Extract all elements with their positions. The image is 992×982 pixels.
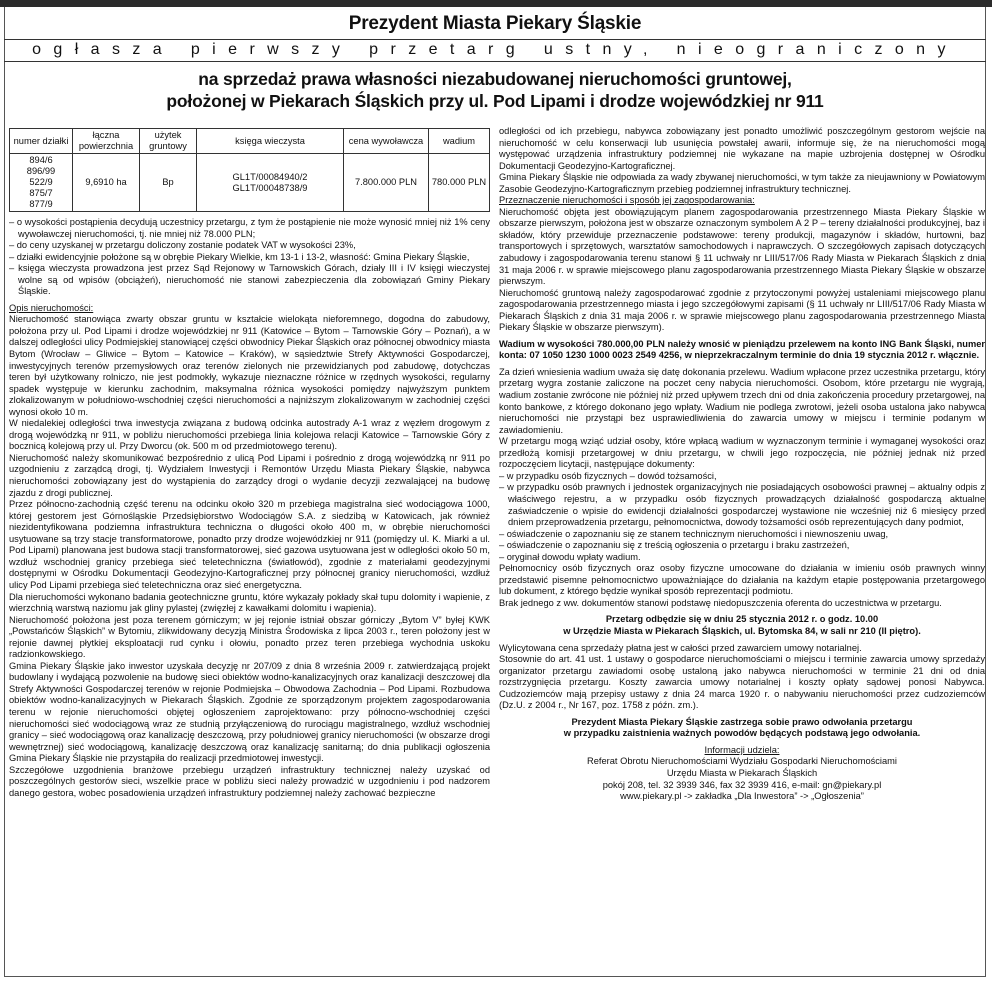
condition-item: – księga wieczysta prowadzona jest przez Sąd Rejonowy w Tarnowskich Górach, działy III i IV księgi wieczystej wolne są od wpisów (obciążeń), nieruchomość nie stanowi zabezpieczenia dla zobowiązań Gminy Piekary Śląskie.: [9, 263, 490, 297]
description-paragraph: Gmina Piekary Śląskie jako inwestor uzyskała decyzję nr 207/09 z dnia 8 września 2009 r. zatwierdzającą projekt budowlany i wydającą pozwolenie na budowę sieci obiektów wodno-kanalizacyjnych oraz kanalizacji deszczowej dla Strefy Aktywności Gospodarczej terenów w rejonie Podmiejska – Obwodowa Zachodnia – Pod Lipami. Rozbudowa obiektów wodno-kanalizacyjnych w Piekarach Śląskich. Zgodnie ze sporządzonym projektem zagospodarowania terenu w rejonie nieruchomości objętej ogłoszeniem zaprojektowano: przy północno-wschodniej części nieruchomości sieć wodociągową wraz ze studnią przyłączeniową do rurociągu magistralnego, wzdłuż wschodniej granicy – sieć wodociągową oraz kanalizację deszczową, przy południowej granicy nieruchomości (w obszarze drogi wewnętrznej) sieć wodociągową, kanalizację deszczową oraz kanalizację sanitarną; do dnia publikacji ogłoszenia Gmina Piekary Śląskie nie przystąpiła do realizacji przedmiotowej inwestycji.: [9, 660, 490, 764]
subtitle-line-1: na sprzedaż prawa własności niezabudowanej nieruchomości gruntowej,: [198, 69, 792, 89]
description-paragraph: Przez północno-zachodnią część terenu na odcinku około 320 m przebiega magistralna sieć wodociągowa 1000, której gestorem jest Górnośląskie Przedsiębiorstwo Wodociągów S.A. z siedzibą w Katowicach, jak również niezidentyfikowana podziemna infrastruktura techniczna o długości około 400 m, w obrębie nieruchomości usytuowane są trzy stacje transformatorowe, ponadto przy drodze wojewódzkiej nr 911 (pomiędzy ul. K. Miarki a ul. Pod Lipami) planowana jest budowa stacji transformatorowej, sieć gazowa usytuowana jest w odległości około 50 m, wzdłuż wschodniej granicy przebiega sieć teletechniczna (światłowód), zgodnie z materiałami geodezyjnymi dostępnymi w Ośrodku Dokumentacji Geodezyjno-Kartograficznej przy północnej granicy nieruchomości, wzdłuż ulicy Pod Lipami przebiega sieć teletechniczna oraz sieć energetyczna.: [9, 499, 490, 590]
page-title: Prezydent Miasta Piekary Śląskie: [348, 13, 642, 34]
area-cell: 9,6910 ha: [73, 154, 140, 212]
condition-item: – do ceny uzyskanej w przetargu doliczony zostanie podatek VAT w wysokości 23%,: [9, 240, 356, 251]
description-heading: Opis nieruchomości:: [9, 302, 94, 313]
paragraph: Stosownie do art. 41 ust. 1 ustawy o gospodarce nieruchomościami o miejscu i terminie zawarcia umowy sprzedaży organizator przetargu zawiadomi osobę ustaloną jako nabywca nieruchomości w terminie 21 dni od dnia rozstrzygnięcia przetargu. Koszty zawarcia umowy notarialnej i koszty opłaty sądowej ponosi Nabywca. Cudzoziemców mają przepisy ustawy z dnia 24 marca 1920 r. o nabywaniu nieruchomości przez cudzoziemców (Dz.U. z 2004 r., Nr 167, poz. 1758 z późn. zm.).: [499, 654, 985, 711]
table-header-cell: użytek gruntowy: [140, 129, 197, 154]
parcel-number: 894/6: [29, 155, 53, 165]
subtitle-line-2: położonej w Piekarach Śląskich przy ul. Pod Lipami i drodze wojewódzkiej nr 911: [166, 91, 824, 111]
website-line: www.piekary.pl -> zakładka „Dla Inwestora” -> „Ogłoszenia”: [620, 791, 864, 802]
contact-line: pokój 208, tel. 32 3939 346, fax 32 3939 416, e-mail: gn@piekary.pl: [602, 779, 882, 790]
purpose-heading: Przeznaczenie nieruchomości i sposób jej zagospodarowania:: [499, 195, 755, 206]
announcement-line: ogłasza pierwszy przetarg ustny, nieograniczony: [4, 39, 986, 62]
info-line: Referat Obrotu Nieruchomościami Wydziału Gospodarki Nieruchomościami: [587, 756, 897, 767]
paragraph: Brak jednego z ww. dokumentów stanowi podstawę niedopuszczenia oferenta do uczestnictwa w przetargu.: [499, 597, 942, 608]
announcement-header: [4, 7, 986, 112]
paragraph: Nieruchomość gruntową należy zagospodarować zgodnie z przytoczonymi powyżej ustaleniami miejscowego planu zagospodarowania przestrzennego miasta i jego szczegółowymi zapisami (§ 11 uchwały nr LIII/517/06 Rady Miasta w Piekarach Śląskich z dnia 31 maja 2006 r. w sprawie miejscowego planu zagospodarowania przestrzennego Miasta Piekary Śląskie w obszarze pierwszym).: [499, 287, 985, 333]
venue-line: Przetarg odbędzie się w dniu 25 stycznia 2012 r. o godz. 10.00: [605, 614, 879, 625]
subtitle: [4, 68, 986, 112]
parcel-number: 896/99: [26, 166, 56, 176]
paragraph: odległości od ich przebiegu, nabywca zobowiązany jest ponadto umożliwić poszczególnym gestorom wejście na nieruchomość w celu konserwacji lub usunięcia powstałej awarii, informuje się, że na nieruchomości mogą występować urządzenia infrastruktury podziemnej nie wykazane na mapie uzbrojenia dostępnej w Ośrodku Dokumentacji Geodezyjno-Kartograficznej.: [499, 126, 985, 171]
land-register-cell: [197, 154, 344, 212]
info-line: Urzędu Miasta w Piekarach Śląskich: [666, 767, 818, 778]
info-heading: Informacji udziela:: [704, 744, 780, 755]
parcel-number: 875/7: [29, 188, 53, 198]
table-header-cell: wadium: [429, 129, 490, 154]
reservation-line: Prezydent Miasta Piekary Śląskie zastrzega sobie prawo odwołania przetargu: [571, 716, 913, 727]
description-paragraph: Nieruchomość należy skomunikować bezpośrednio z ulicą Pod Lipami i pośrednio z drogą wojewódzką nr 911 po uzgodnieniu z zarządcą drogi, tj. Wydziałem Inwestycji i Remontów Urzędu Miasta Piekary Śląskie, nabywca nieruchomości zobowiązany jest do wystąpienia do zarządcy drogi o wydanie decyzji zezwalającej na budowę zjazdu z drogi publicznej.: [9, 452, 490, 498]
paragraph: Nieruchomość objęta jest obowiązującym planem zagospodarowania przestrzennego Miasta Piekary Śląskie w obszarze pierwszym, położona jest w obszarze oznaczonym symbolem A 2 P – tereny działalności produkcyjnej, baz i składów, który przewiduje przeznaczenie podstawowe: tereny produkcji, magazynów i składów, hurtowni, baz transportowych i sprzętowych, warsztatów samochodowych i naprawczych. O szczegółowych zapisach dotyczących zabudowy i zagospodarowania terenu stanowi § 11 uchwały nr LIII/517/06 Rady Miasta w Piekarach Śląskich z dnia 31 maja 2006 r. w sprawie miejscowego planu zagospodarowania przestrzennego Miasta Piekary Śląskie w obszarze pierwszym.: [499, 206, 985, 287]
table-row: [10, 154, 490, 212]
document-item: – oświadczenie o zapoznaniu się ze stanem technicznym nieruchomości i niewnoszeniu uwag,: [499, 528, 889, 539]
reservation-line: w przypadku zaistnienia ważnych powodów będących podstawą jego odwołania.: [563, 728, 921, 739]
paragraph: Wylicytowana cena sprzedaży płatna jest w całości przed zawarciem umowy notarialnej.: [499, 642, 862, 653]
paragraph: Pełnomocnicy osób fizycznych oraz osoby fizyczne umocowane do działania w imieniu osób prawnych winny przedstawić pisemne pełnomocnictwo upoważniające do działania na każdym etapie postępowania przetargowego lub dokument, z którego będzie wynikał sposób reprezentacji podmiotu.: [499, 563, 985, 597]
table-header-cell: łączna powierzchnia: [73, 129, 140, 154]
table-header-cell: cena wywoławcza: [344, 129, 429, 154]
price-cell: 7.800.000 PLN: [344, 154, 429, 212]
land-use-cell: Bp: [140, 154, 197, 212]
venue-line: w Urzędzie Miasta w Piekarach Śląskich, ul. Bytomska 84, w sali nr 210 (II piętro).: [563, 625, 921, 636]
left-column: [9, 128, 490, 799]
deposit-cell: 780.000 PLN: [429, 154, 490, 212]
description-paragraph: Dla nieruchomości wykonano badania geotechniczne gruntu, które wykazały pokłady skał tupu dolomity i wapienie, z wierzchnią warstwą naziomu jak gliny pylastej (zwięzłej z kawałkami dolomitu i wapienia).: [9, 591, 490, 614]
condition-item: – działki ewidencyjnie położone są w obrębie Piekary Wielkie, km 13-1 i 13-2, własność: Gmina Piekary Śląskie,: [9, 251, 470, 262]
paragraph: W przetargu mogą wziąć udział osoby, które wpłacą wadium w wyznaczonym terminie i wymaganej wysokości oraz przedłożą komisji przetargowej w dniu przetargu, w chwili jego rozpoczęcia, nie później jednak niż przed rozpoczęciem licytacji, następujące dokumenty:: [499, 436, 985, 470]
description-paragraph: Szczegółowe uzgodnienia branżowe przebiegu urządzeń infrastruktury technicznej należy uzyskać od poszczególnych gestorów sieci, wszelkie prace w pobliżu sieci należy prowadzić w uzgodnieniu i pod nadzorem danego gestora, wobec posadowienia urządzeń infrastruktury podziemnej należy zachować bezpieczne: [9, 764, 490, 798]
top-rule: [0, 0, 992, 7]
table-header-row: [10, 129, 490, 154]
document-item: – w przypadku osób prawnych i jednostek organizacyjnych nie posiadających osobowości prawnej – aktualny odpis z właściwego rejestru, a w przypadku osób fizycznych prowadzących działalność gospodarczą aktualne zaświadczenie o wpisie do ewidencji działalności gospodarczej wystawione nie wcześniej niż 6 miesięcy przed dniem przeprowadzenia przetargu, pełnomocnictwa, dowody tożsamości osób reprezentujących dany podmiot,: [499, 482, 985, 528]
land-register-number: GL1T/00084940/2: [232, 171, 308, 182]
paragraph: Za dzień wniesienia wadium uważa się datę dokonania przelewu. Wadium wpłacone przez uczestnika przetargu, który przetarg wygra zostanie zaliczone na poczet ceny nabycia nieruchomości. Osobom, które przetargu nie wygrają, wadium zostanie zwrócone nie później niż przed upływem trzech dni od dnia zakończenia procedury przetargowej, na konto bankowe, z którego dokonano jego wpłaty. Wadium nie podlega zwrotowi, jeżeli osoba ustalona jako nabywca nieruchomości nie przystąpi bez usprawiedliwienia do zawarcia umowy w miejscu i terminie podanym w zawiadomieniu.: [499, 366, 985, 435]
table-header-cell: numer działki: [10, 129, 73, 154]
parcel-numbers-cell: [10, 154, 73, 212]
document-item: – oryginał dowodu wpłaty wadium.: [499, 551, 641, 562]
right-column: [499, 126, 985, 803]
document-item: – w przypadku osób fizycznych – dowód tożsamości,: [499, 470, 717, 481]
table-header-cell: księga wieczysta: [197, 129, 344, 154]
parcel-number: 522/9: [29, 177, 53, 187]
description-paragraph: Nieruchomość położona jest poza terenem górniczym; w jej rejonie istniał obszar górniczy „Bytom V” byłej KWK „Powstańców Śląskich” w Bytomiu, zlikwidowany decyzją Ministra Środowiska z lipca 2003 r., teren położony jest w rejonie dawnej płytkiej eksploatacji rud cynku i ołowiu, ponadto przez teren przebiega wychodnia uskoku radzionkowskiego.: [9, 614, 490, 660]
document-item: – oświadczenie o zapoznaniu się z treścią ogłoszenia o przetargu i braku zastrzeżeń,: [499, 540, 850, 551]
description-paragraph: W niedalekiej odległości trwa inwestycja związana z budową odcinka autostrady A-1 wraz z węzłem drogowym z drogą wojewódzką nr 911, w pobliżu nieruchomości przebiega linia kolejowa relacji Katowice – Tarnowskie Góry z bocznicą kolejową przy ul. Przy Dworcu (ok. 500 m od przedmiotowego terenu).: [9, 418, 490, 452]
property-table: [9, 128, 490, 212]
parcel-number: 877/9: [29, 199, 53, 209]
paragraph: Gmina Piekary Śląskie nie odpowiada za wady zbywanej nieruchomości, w tym także za nieujawniony w Powiatowym Zasobie Geodezyjno-Kartograficznym przebieg podziemnej infrastruktury technicznej.: [499, 172, 985, 194]
condition-item: – o wysokości postąpienia decydują uczestnicy przetargu, z tym że postąpienie nie może wynosić mniej niż 1% ceny wywoławczej nieruchomości, tj. nie mniej niż 78.000 PLN;: [9, 217, 490, 239]
description-paragraph: Nieruchomość stanowiąca zwarty obszar gruntu w kształcie wielokąta nieforemnego, dogodna do zabudowy, położona przy ul. Pod Lipami i drodze wojewódzkiej nr 911 (Katowice – Bytom – Tarnowskie Góry – Poznań), a w dalszej odległości ulicy Podmiejskiej stanowiącej części obwodnicy Piekar Śląskich oraz północnej obwodnicy miasta Bytom (Wrocław – Gliwice – Bytom – Katowice – Kraków), w sąsiedztwie Strefy Aktywności Gospodarczej, inwestycyjnych terenów przemysłowych oraz terenów zielonych nie przewidzianych pod zabudowę, dotychczas teren był użytkowany rolniczo, nie jest podmokły, wykazuje nieznaczne różnice w rzędnych wysokości, regularny spadek występuje w kierunku zachodnim, maksymalna różnica wysokości pomiędzy najwyższym punktem zlokalizowanym w południowo-wschodniej części nieruchomości a najniższym zlokalizowanym w zachodniej części wynosi około 10 m.: [9, 314, 490, 417]
land-register-number: GL1T/00048738/9: [232, 182, 308, 193]
deposit-notice: Wadium w wysokości 780.000,00 PLN należy wnosić w pieniądzu przelewem na konto ING Bank Śląski, numer konta: 07 1050 1230 1000 0023 2549 4256, w nieprzekraczalnym terminie do dnia 19 stycznia 2012 r. włącznie.: [499, 338, 985, 361]
